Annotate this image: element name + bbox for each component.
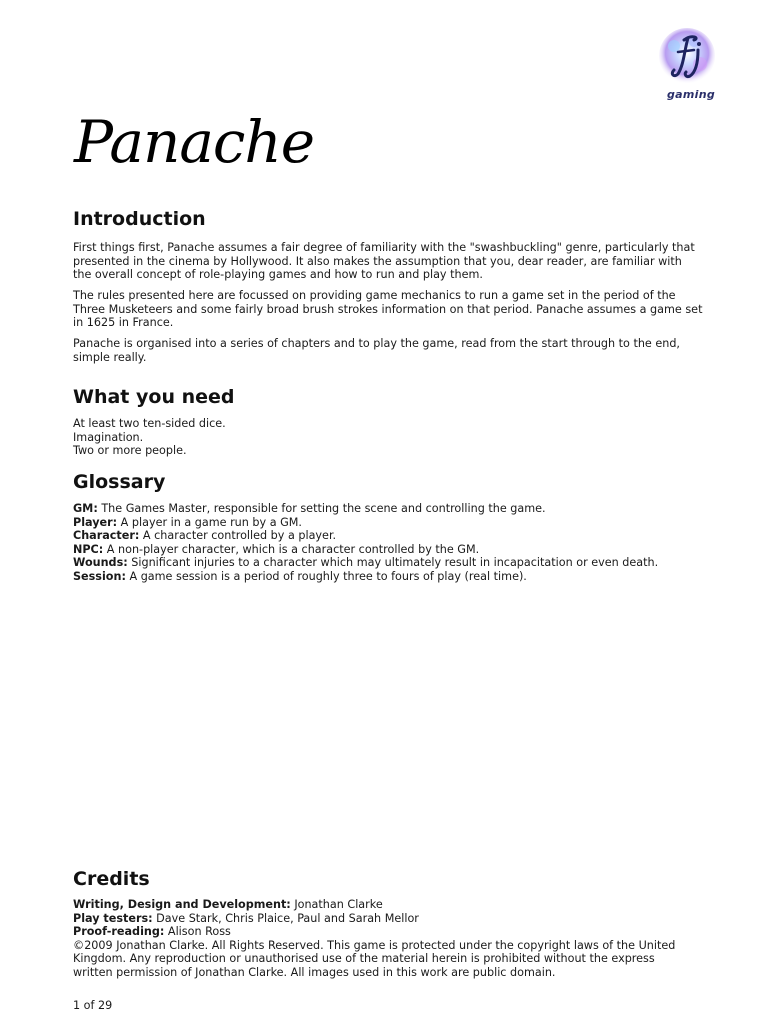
intro-paragraph-1: First things first, Panache assumes a fair degree of familiarity with the "swashbuckling" genre, particularly that presented in the cinema by Hollywood. It also makes the assumption that you, dear reader, are familiar with the overall concept of role-playing games and how to run and play them. <box>73 241 695 282</box>
credit-item <box>73 898 713 912</box>
credit-names: Dave Stark, Chris Plaice, Paul and Sarah Mellor <box>152 911 419 925</box>
list-item: Two or more people. <box>73 444 187 458</box>
glossary-term: NPC: <box>73 542 104 556</box>
glossary-term: Player: <box>73 515 118 529</box>
credit-names: Jonathan Clarke <box>290 898 383 911</box>
copyright-notice: ©2009 Jonathan Clarke. All Rights Reserved. This game is protected under the copyright laws of the United Kingdom. Any reproduction or unauthorised use of the material herein is prohibited without the express written permission of Jonathan Clarke. All images used in this work are public domain. <box>73 938 676 979</box>
page-number: 1 of 29 <box>73 999 113 1012</box>
glossary-definition: A non-player character, which is a character controlled by the GM. <box>103 542 480 556</box>
fj-gaming-logo <box>654 28 718 108</box>
credits-list <box>73 898 713 980</box>
credit-role: Writing, Design and Development: <box>73 898 291 911</box>
list-item: At least two ten-sided dice. <box>73 417 226 430</box>
glossary-item <box>73 502 713 516</box>
glossary-item <box>73 543 713 557</box>
logo-splash-icon <box>654 28 718 92</box>
glossary-term: GM: <box>73 502 98 515</box>
introduction-heading: Introduction <box>73 208 206 230</box>
list-item: Imagination. <box>73 430 144 444</box>
credit-role: Play testers: <box>73 911 153 925</box>
intro-paragraph-3: Panache is organised into a series of chapters and to play the game, read from the start through to the end, simple really. <box>73 337 680 364</box>
need-list <box>73 417 713 458</box>
glossary-term: Wounds: <box>73 556 128 570</box>
page-title: Panache <box>74 108 315 176</box>
credit-item <box>73 912 713 926</box>
glossary-list <box>73 502 713 584</box>
credit-item <box>73 925 713 939</box>
credit-names: Alison Ross <box>164 925 231 939</box>
what-you-need-heading: What you need <box>73 386 235 408</box>
glossary-item <box>73 516 713 530</box>
logo-word: gaming <box>666 88 716 101</box>
glossary-definition: The Games Master, responsible for setting the scene and controlling the game. <box>97 502 546 515</box>
glossary-definition: A character controlled by a player. <box>139 529 337 543</box>
glossary-term: Character: <box>73 529 140 543</box>
glossary-definition: Significant injuries to a character which may ultimately result in incapacitation or even death. <box>127 556 659 570</box>
glossary-item <box>73 556 713 570</box>
credit-role: Proof-reading: <box>73 925 165 939</box>
glossary-item <box>73 529 713 543</box>
credits-heading: Credits <box>73 868 150 890</box>
glossary-item <box>73 570 713 584</box>
glossary-definition: A player in a game run by a GM. <box>117 515 302 529</box>
glossary-definition: A game session is a period of roughly three to fours of play (real time). <box>125 569 527 583</box>
glossary-term: Session: <box>73 569 126 583</box>
glossary-heading: Glossary <box>73 471 166 493</box>
intro-paragraph-2: The rules presented here are focussed on providing game mechanics to run a game set in the period of the Three Musketeers and some fairly broad brush strokes information on that period. Panache assumes a game set in 1625 in France. <box>73 289 703 330</box>
